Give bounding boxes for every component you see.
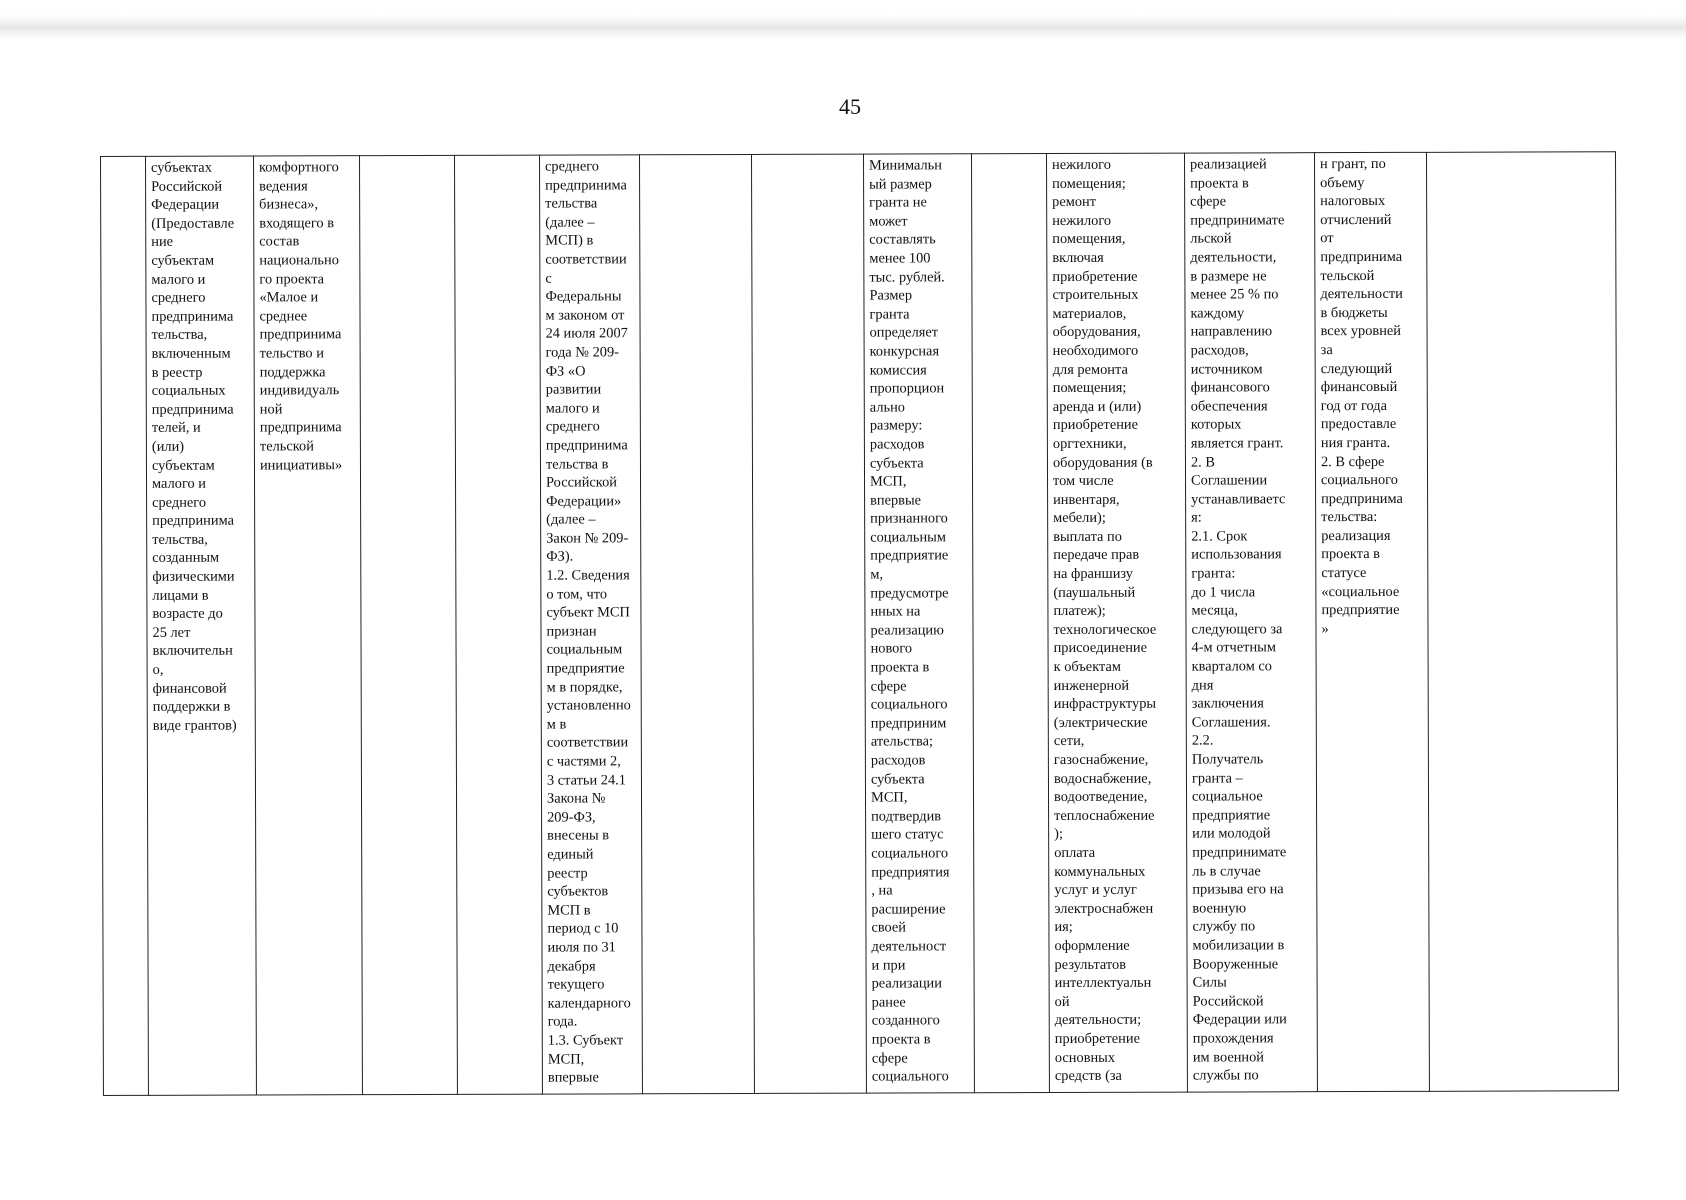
- table-cell-13: [1314, 152, 1429, 1091]
- table-cell-8: [751, 154, 866, 1093]
- table-cell-11: [1046, 153, 1187, 1092]
- cell-9-text: Минимальн ый размер гранта не может составлять менее 100 тыс. рублей. Размер гранта определяет конкурсная комиссия пропорцион ально размеру: расходов субъекта МСП, впервые признанного социальным предприятие м, предусмотре нных на реализацию нового проекта в сфере социального предприним ательства; расходов субъекта МСП, подтвердив шего статус социального предприятия , на расширение своей деятельност и при реализации ранее созданного проекта в сфере социального: [869, 157, 950, 1085]
- cell-14-text: [1432, 154, 1611, 155]
- table-cell-9: [863, 154, 974, 1093]
- cell-6-text: среднего предпринима тельства (далее – МСП) в соответствии с Федеральны м законом от 24 июля 2007 года № 209- ФЗ «О развитии малого и среднего предпринима тельства в Российской Федерации» (далее – Закон № 209- ФЗ). 1.2. Сведения о том, что субъект МСП признан социальным предприятие м в порядке, установленно м в соответствии с частями 2, 3 статьи 24.1 Закона № 209-ФЗ, внесены в единый реестр субъектов МСП в период с 10 июля по 31 декабря текущего календарного года. 1.3. Субъект МСП, впервые: [545, 158, 631, 1086]
- table-cell-14: [1426, 152, 1618, 1092]
- table-cell-1: [101, 156, 149, 1095]
- cell-3-text: комфортного ведения бизнеса», входящего в состав национально го проекта «Малое и среднее предпринима тельство и поддержка индивидуаль ной предпринима тельской инициативы»: [259, 159, 343, 473]
- table-cell-2: [146, 156, 257, 1095]
- table-cell-10: [971, 154, 1049, 1093]
- cell-12-text: реализацией проекта в сфере предпринимате льской деятельности, в размере не менее 25 % по каждому направлению расходов, источником финансового обеспечения которых является грант. 2. В Соглашении устанавливаетс я: 2.1. Срок использования гранта: до 1 числа месяца, следующего за 4-м отчетным кварталом со дня заключения Соглашения. 2.2. Получатель гранта – социальное предприятие или молодой предпринимате ль в случае призыва его на военную службу по мобилизации в Вооруженные Силы Российской Федерации или прохождения им военной службы по: [1190, 156, 1287, 1084]
- cell-11-text: нежилого помещения; ремонт нежилого помещения, включая приобретение строительных материалов, оборудования, необходимого для ремонта помещения; аренда и (или) приобретение оргтехники, оборудования (в том числе инвентаря, мебели); выплата по передаче прав на франшизу (паушальный платеж); технологическое присоединение к объектам инженерной инфраструктуры (электрические сети, газоснабжение, водоснабжение, водоотведение, теплоснабжение ); оплата коммунальных услуг и услуг электроснабжен ия; оформление результатов интеллектуальн ой деятельности; приобретение основных средств (за: [1052, 156, 1157, 1085]
- cell-13-text: н грант, по объему налоговых отчислений от предпринима тельской деятельности в бюджеты всех уровней за следующий финансовый год от года предоставле ния гранта. 2. В сфере социального предпринима тельства: реализация проекта в статусе «социальное предприятие »: [1320, 155, 1403, 638]
- page-number: 45: [839, 94, 861, 119]
- table-cell-5: [454, 155, 542, 1094]
- table-cell-6: [539, 155, 642, 1094]
- table-cell-3: [254, 156, 363, 1095]
- table-cell-12: [1184, 153, 1317, 1092]
- document-table: [100, 151, 1619, 1096]
- scan-edge-shadow: [0, 14, 1686, 40]
- table-cell-4: [360, 155, 458, 1094]
- cell-2-text: субъектах Российской Федерации (Предоставле ние субъектам малого и среднего предпринима тельства, включенным в реестр социальных предпринима телей, и (или) субъектам малого и среднего предпринима тельства, созданным физическими лицами в возрасте до 25 лет включительн о, финансовой поддержки в виде грантов): [151, 159, 237, 734]
- table-row: [101, 152, 1619, 1096]
- table-cell-7: [639, 154, 754, 1093]
